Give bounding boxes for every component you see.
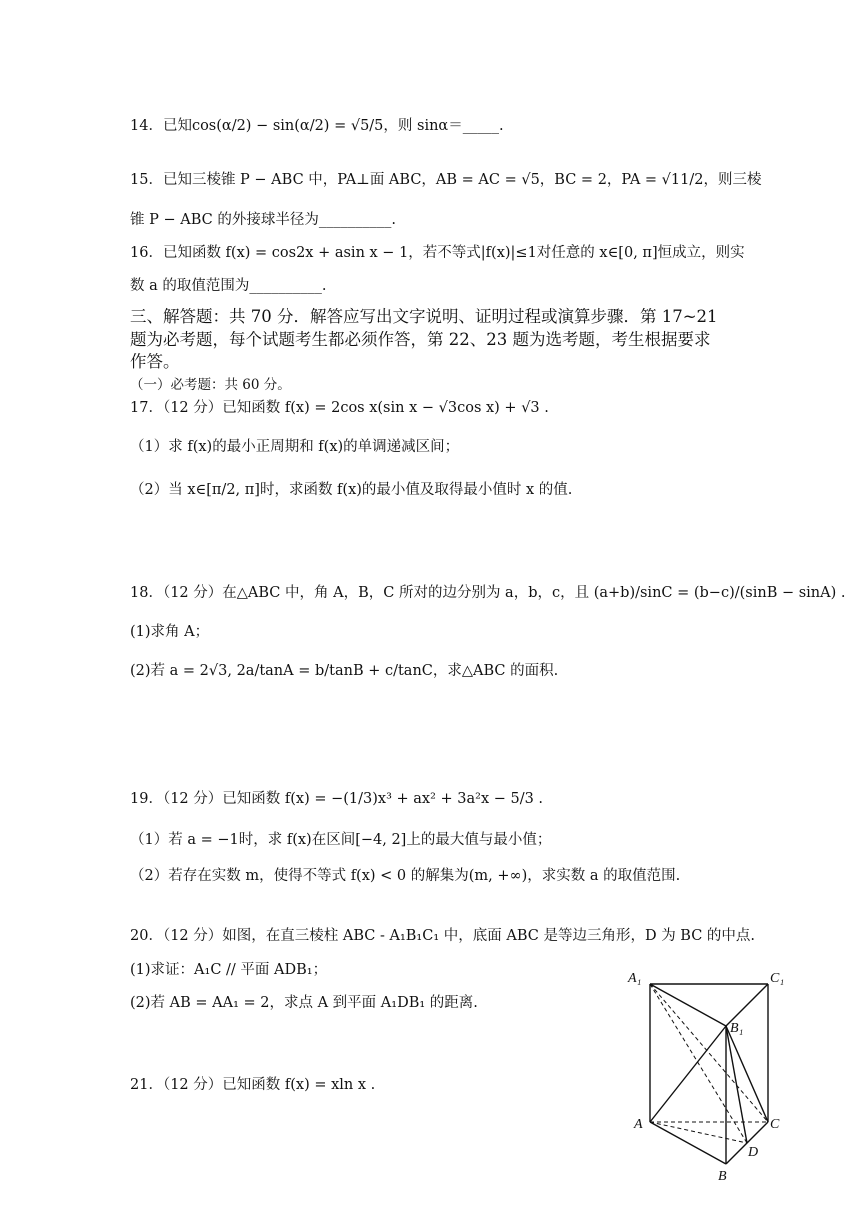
edge-a-b <box>650 1122 726 1164</box>
question-16-line-2: 数 a 的取值范围为__________. <box>130 278 327 294</box>
section-3-line-1: 三、解答题：共 70 分．解答应写出文字说明、证明过程或演算步骤．第 17~21 <box>130 307 718 326</box>
question-20-part-1: (1)求证：A₁C // 平面 ADB₁； <box>130 962 328 978</box>
label-a1: A₁ <box>628 971 642 986</box>
label-d: D <box>748 1145 759 1160</box>
question-20-part-2: (2)若 AB = AA₁ = 2，求点 A 到平面 A₁DB₁ 的距离. <box>130 995 478 1011</box>
question-19: 19．（12 分）已知函数 f(x) = −(1/3)x³ + ax² + 3a²x − 5/3 . <box>130 791 544 807</box>
edge-a-b1 <box>650 1026 726 1122</box>
edge-a1-b1 <box>650 984 726 1026</box>
edge-b1-c <box>726 1026 768 1122</box>
label-b1: B₁ <box>730 1021 744 1036</box>
question-18: 18．（12 分）在△ABC 中，角 A，B，C 所对的边分别为 a，b，c，且 (a+b)/sinC = (b−c)/(sinB − sinA) . <box>130 585 846 601</box>
question-17-part-2: （2）当 x∈[π/2, π]时，求函数 f(x)的最小值及取得最小值时 x 的值. <box>130 482 573 498</box>
edge-c1-b1 <box>726 984 768 1026</box>
question-15-line-1: 15．已知三棱锥 P − ABC 中，PA⊥面 ABC，AB = AC = √5，BC = 2，PA = √11/2，则三棱 <box>130 172 762 188</box>
question-16-line-1: 16．已知函数 f(x) = cos2x + asin x − 1，若不等式|f(x)|≤1对任意的 x∈[0, π]恒成立，则实 <box>130 245 745 261</box>
question-17-part-1: （1）求 f(x)的最小正周期和 f(x)的单调递减区间； <box>130 439 460 455</box>
question-18-part-2: (2)若 a = 2√3, 2a/tanA = b/tanB + c/tanC，求△ABC 的面积. <box>130 663 559 679</box>
edge-a1-c-dashed <box>650 984 768 1122</box>
prism-figure <box>620 966 790 1186</box>
question-18-part-1: (1)求角 A； <box>130 624 210 640</box>
label-c: C <box>770 1117 780 1132</box>
section-3-line-3: 作答。 <box>130 352 180 371</box>
question-20: 20．（12 分）如图，在直三棱柱 ABC - A₁B₁C₁ 中，底面 ABC 是等边三角形，D 为 BC 的中点. <box>130 928 756 944</box>
label-c1: C₁ <box>770 971 785 986</box>
label-b: B <box>718 1169 727 1184</box>
question-19-part-2: （2）若存在实数 m，使得不等式 f(x) < 0 的解集为(m, +∞)，求实数 a 的取值范围. <box>130 868 681 884</box>
edge-a-d-dashed <box>650 1122 747 1143</box>
section-3-line-2: 题为必考题，每个试题考生都必须作答，第 22、23 题为选考题，考生根据要求 <box>130 330 711 349</box>
question-19-part-1: （1）若 a = −1时，求 f(x)在区间[−4, 2]上的最大值与最小值； <box>130 832 552 848</box>
question-15-line-2: 锥 P − ABC 的外接球半径为__________. <box>130 212 396 228</box>
edge-b1-d <box>726 1026 747 1143</box>
question-21: 21．（12 分）已知函数 f(x) = xln x . <box>130 1077 376 1093</box>
question-17: 17．（12 分）已知函数 f(x) = 2cos x(sin x − √3cos x) + √3 . <box>130 400 549 416</box>
question-14: 14．已知cos(α/2) − sin(α/2) = √5/5，则 sinα＝_____. <box>130 118 504 134</box>
label-a: A <box>634 1117 643 1132</box>
required-section-heading: （一）必考题：共 60 分。 <box>130 377 291 393</box>
